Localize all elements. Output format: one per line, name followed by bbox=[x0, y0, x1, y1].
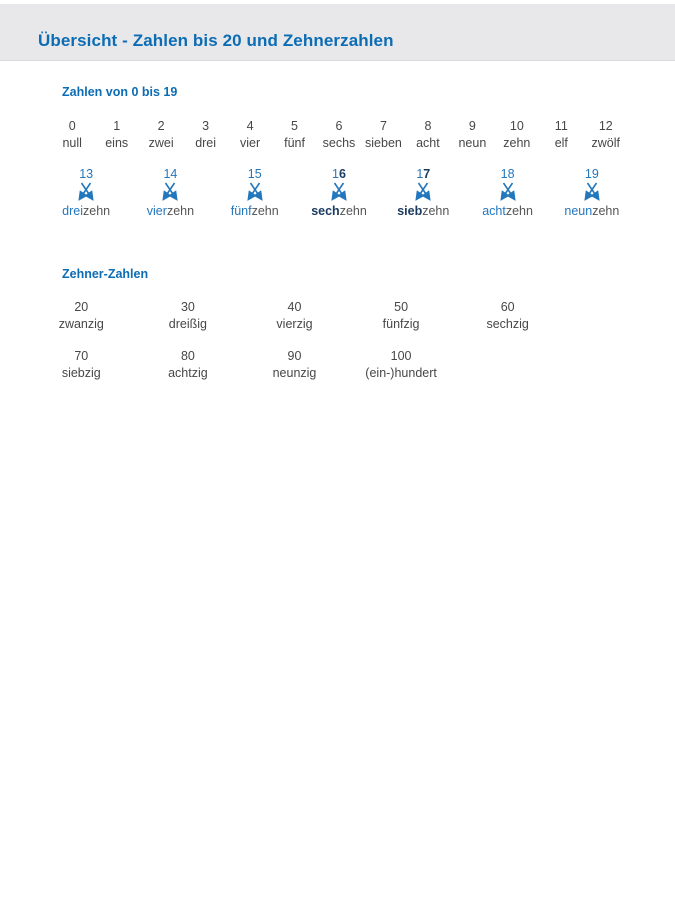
number-digit: 9 bbox=[468, 119, 476, 133]
number-word: (ein-)hundert bbox=[365, 366, 437, 380]
number-digit: 20 bbox=[74, 300, 89, 314]
teen-digits: 16 bbox=[332, 167, 346, 181]
crossed-arrows-icon bbox=[326, 182, 352, 203]
teen-digits: 19 bbox=[584, 167, 599, 181]
tens-row-1 bbox=[28, 299, 561, 333]
teen-word: vierzehn bbox=[146, 204, 195, 218]
number-word: sechzig bbox=[486, 317, 529, 331]
number-word: zwei bbox=[148, 136, 174, 150]
number-cell bbox=[272, 118, 316, 152]
number-word: zwölf bbox=[591, 136, 620, 150]
number-digit: 7 bbox=[379, 119, 387, 133]
crossed-arrows-icon bbox=[157, 182, 183, 203]
teen-word: achtzehn bbox=[482, 204, 533, 218]
number-digit: 30 bbox=[180, 300, 195, 314]
number-cell bbox=[406, 118, 450, 152]
teen-number-item bbox=[128, 167, 212, 218]
number-cell bbox=[584, 118, 628, 152]
number-word: eins bbox=[105, 136, 129, 150]
crossed-arrows-icon bbox=[579, 182, 605, 203]
number-cell bbox=[183, 118, 227, 152]
number-cell bbox=[241, 299, 348, 333]
basic-numbers-row bbox=[50, 118, 628, 152]
number-digit: 6 bbox=[335, 119, 343, 133]
number-word: null bbox=[62, 136, 82, 150]
number-word: achtzig bbox=[168, 366, 208, 380]
number-word: dreißig bbox=[168, 317, 207, 331]
number-cell bbox=[361, 118, 405, 152]
number-cell bbox=[135, 348, 242, 382]
number-digit: 0 bbox=[68, 119, 76, 133]
teen-digits: 15 bbox=[247, 167, 262, 181]
teen-digits: 17 bbox=[416, 167, 431, 181]
number-cell bbox=[28, 299, 135, 333]
number-cell-empty bbox=[454, 348, 561, 382]
number-word: fünf bbox=[284, 136, 305, 150]
teen-number-item bbox=[44, 167, 128, 218]
number-word: zehn bbox=[503, 136, 531, 150]
number-digit: 80 bbox=[180, 349, 195, 363]
number-cell bbox=[348, 348, 455, 382]
teen-word: neunzehn bbox=[564, 204, 620, 218]
number-cell bbox=[241, 348, 348, 382]
teen-digits: 14 bbox=[163, 167, 178, 181]
tens-row-2 bbox=[28, 348, 561, 382]
number-cell bbox=[135, 299, 242, 333]
teen-number-item bbox=[381, 167, 465, 218]
number-word: neunzig bbox=[272, 366, 317, 380]
crossed-arrows-icon bbox=[410, 182, 436, 203]
number-word: sieben bbox=[365, 136, 402, 150]
number-cell bbox=[94, 118, 138, 152]
number-word: siebzig bbox=[61, 366, 101, 380]
number-digit: 90 bbox=[287, 349, 302, 363]
teen-word: siebzehn bbox=[397, 204, 450, 218]
number-word: fünfzig bbox=[382, 317, 420, 331]
number-word: zwanzig bbox=[58, 317, 104, 331]
number-word: sechs bbox=[322, 136, 356, 150]
number-word: neun bbox=[458, 136, 487, 150]
teen-number-item bbox=[465, 167, 549, 218]
number-cell bbox=[454, 299, 561, 333]
page-title: Übersicht - Zahlen bis 20 und Zehnerzahlen bbox=[38, 31, 394, 50]
number-digit: 3 bbox=[202, 119, 210, 133]
teen-number-item bbox=[297, 167, 381, 218]
teen-numbers-row bbox=[44, 167, 634, 218]
crossed-arrows-icon bbox=[73, 182, 99, 203]
number-cell bbox=[495, 118, 539, 152]
number-cell bbox=[450, 118, 494, 152]
number-digit: 11 bbox=[554, 119, 568, 133]
number-word: acht bbox=[416, 136, 440, 150]
number-digit: 5 bbox=[291, 119, 298, 133]
section-heading-numbers: Zahlen von 0 bis 19 bbox=[62, 85, 178, 99]
number-cell bbox=[348, 299, 455, 333]
teen-number-item bbox=[213, 167, 297, 218]
crossed-arrows-icon bbox=[495, 182, 521, 203]
number-digit: 2 bbox=[157, 119, 165, 133]
teen-digits: 13 bbox=[79, 167, 94, 181]
section-heading-tens: Zehner-Zahlen bbox=[62, 267, 149, 281]
teen-word: fünfzehn bbox=[230, 204, 279, 218]
number-word: drei bbox=[195, 136, 217, 150]
number-digit: 12 bbox=[598, 119, 613, 133]
number-cell bbox=[50, 118, 94, 152]
number-digit: 8 bbox=[424, 119, 432, 133]
number-word: vier bbox=[239, 136, 261, 150]
teen-number-item bbox=[550, 167, 634, 218]
number-cell bbox=[139, 118, 183, 152]
number-digit: 70 bbox=[74, 349, 89, 363]
number-digit: 60 bbox=[500, 300, 515, 314]
number-digit: 100 bbox=[390, 349, 412, 363]
number-cell bbox=[539, 118, 583, 152]
teen-word: sechzehn bbox=[311, 204, 367, 218]
number-digit: 1 bbox=[113, 119, 121, 133]
number-cell bbox=[28, 348, 135, 382]
teen-digits: 18 bbox=[500, 167, 515, 181]
teen-word: dreizehn bbox=[62, 204, 111, 218]
number-cell bbox=[317, 118, 361, 152]
number-word: vierzig bbox=[276, 317, 313, 331]
page-header bbox=[0, 4, 675, 61]
number-digit: 10 bbox=[509, 119, 524, 133]
number-digit: 4 bbox=[246, 119, 254, 133]
number-word: elf bbox=[554, 136, 568, 150]
number-digit: 40 bbox=[287, 300, 302, 314]
crossed-arrows-icon bbox=[242, 182, 268, 203]
number-cell bbox=[228, 118, 272, 152]
number-digit: 50 bbox=[394, 300, 409, 314]
